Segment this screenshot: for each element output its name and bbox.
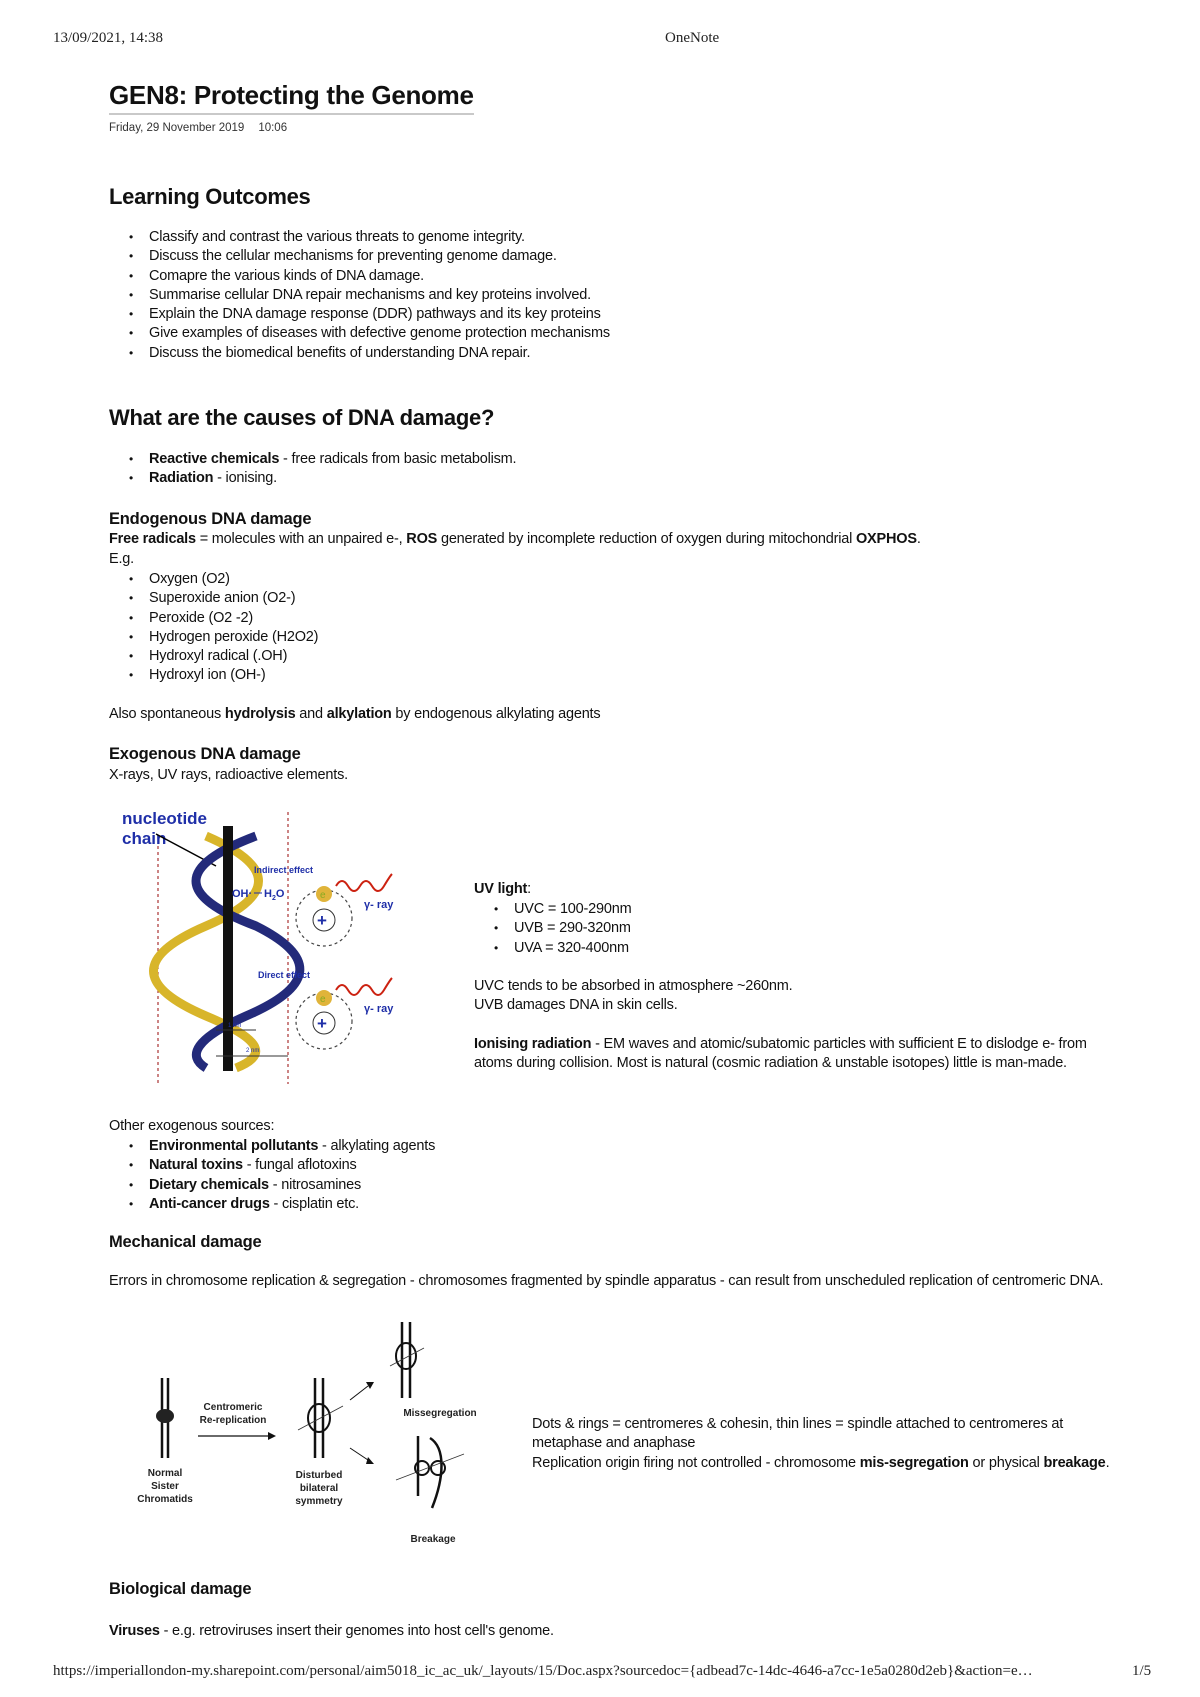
h2o-h: H	[264, 888, 272, 900]
text: - e.g. retroviruses insert their genomes into host cell's genome.	[159, 1623, 554, 1639]
label-disturbed: Disturbed	[295, 1470, 343, 1481]
page-title: GEN8: Protecting the Genome	[109, 80, 474, 115]
label-gamma-1: γ- ray	[364, 899, 394, 911]
label-oh: OH·	[232, 888, 253, 900]
uvb-note: UVB damages DNA in skin cells.	[474, 997, 678, 1013]
page-time: 10:06	[258, 122, 288, 134]
label-direct: Direct effect	[258, 970, 311, 980]
term: Dietary chemicals	[149, 1176, 269, 1193]
cohesin-ring	[396, 1343, 416, 1369]
arrow-head	[366, 1382, 374, 1389]
spindle-line	[298, 1406, 343, 1430]
list-item: • Explain the DNA damage response (DDR) pathways and its key proteins	[129, 305, 610, 324]
list-item	[129, 1156, 435, 1175]
arrow-head	[366, 1457, 374, 1464]
label-breakage: Breakage	[410, 1534, 456, 1545]
centromere	[156, 1409, 174, 1423]
term: UV light	[474, 881, 528, 897]
item-text: - ionising.	[213, 470, 277, 487]
term: OXPHOS	[855, 531, 917, 547]
label-rereplication: Re-replication	[199, 1415, 267, 1426]
plus-icon: +	[317, 1014, 327, 1033]
item-text: - nitrosamines	[268, 1176, 362, 1193]
label-bilateral: bilateral	[299, 1483, 339, 1494]
text: or physical	[968, 1455, 1044, 1471]
uv-list	[494, 900, 632, 958]
list-item	[129, 1176, 435, 1195]
print-datetime: 13/09/2021, 14:38	[53, 30, 164, 46]
term: Environmental pollutants	[149, 1138, 319, 1154]
text: Also spontaneous	[109, 706, 225, 722]
scale-label-2: 2 nm	[246, 1048, 260, 1054]
text: :	[527, 881, 532, 897]
text: .	[916, 531, 921, 547]
scale-label-1: 1 nm	[228, 1023, 242, 1029]
label-chain: chain	[122, 829, 167, 848]
label-gamma-2: γ- ray	[364, 1003, 394, 1015]
label-nucleotide: nucleotide	[122, 809, 208, 828]
list-item: • Superoxide anion (O2-)	[129, 589, 318, 608]
list-item: • UVB = 290-320nm	[494, 919, 632, 938]
learning-outcomes-heading: Learning Outcomes	[109, 184, 311, 209]
term: Ionising radiation	[474, 1036, 592, 1052]
print-app-name: OneNote	[665, 30, 720, 46]
electron-label: e	[320, 994, 326, 1005]
chromosome-segregation-figure	[128, 1318, 498, 1548]
term: alkylation	[326, 706, 392, 722]
ionising-text	[474, 1035, 1114, 1074]
term: Radiation	[149, 470, 214, 487]
mechanical-text: Errors in chromosome replication & segregation - chromosomes fragmented by spindle apparatus - can result from unscheduled replication of centromeric DNA.	[109, 1273, 1104, 1289]
page-date-line	[109, 122, 301, 134]
endogenous-heading: Endogenous DNA damage	[109, 510, 312, 528]
label-chromatids: Chromatids	[137, 1494, 193, 1505]
free-radicals-list	[129, 570, 318, 686]
term: breakage	[1043, 1455, 1106, 1471]
eg-label: E.g.	[109, 551, 134, 567]
label-missegregation: Missegregation	[403, 1408, 477, 1419]
text: by endogenous alkylating agents	[391, 706, 601, 722]
list-item: • UVA = 320-400nm	[494, 939, 632, 958]
text: and	[295, 706, 327, 722]
other-sources-intro: Other exogenous sources:	[109, 1118, 275, 1134]
gamma-wave	[336, 874, 392, 891]
chromatid	[430, 1438, 442, 1508]
term: Anti-cancer drugs	[149, 1195, 270, 1212]
exogenous-intro: X-rays, UV rays, radioactive elements.	[109, 767, 348, 783]
print-url: https://imperiallondon-my.sharepoint.com/personal/aim5018_ic_ac_uk/_layouts/15/Doc.aspx?sourcedoc={adbead7c-14dc-4646-a7cc-1e5a0280d2eb}&action=e…	[53, 1663, 1033, 1679]
gamma-wave	[336, 978, 392, 995]
h2o-sub: 2	[271, 895, 276, 902]
item-text: - cisplatin etc.	[269, 1195, 359, 1212]
cohesin-ring	[308, 1404, 330, 1432]
list-item: • Discuss the biomedical benefits of understanding DNA repair.	[129, 344, 610, 363]
outcome-arrow	[350, 1448, 368, 1460]
exogenous-heading: Exogenous DNA damage	[109, 745, 301, 763]
learning-outcomes-list	[129, 228, 610, 363]
outcome-arrow	[350, 1386, 368, 1400]
mechanical-heading: Mechanical damage	[109, 1233, 262, 1251]
plus-icon: +	[317, 911, 327, 930]
uvc-note: UVC tends to be absorbed in atmosphere ~260nm.	[474, 978, 793, 994]
list-item: • Classify and contrast the various threats to genome integrity.	[129, 228, 610, 247]
term: Reactive chemicals	[149, 451, 280, 467]
biological-heading: Biological damage	[109, 1580, 252, 1598]
list-item: • Summarise cellular DNA repair mechanisms and key proteins involved.	[129, 286, 610, 305]
term: hydrolysis	[224, 706, 296, 722]
causes-list	[129, 450, 516, 489]
label-indirect: Indirect effect	[254, 865, 314, 875]
free-radicals-text	[109, 530, 1109, 549]
list-item: • Hydrogen peroxide (H2O2)	[129, 628, 318, 647]
label-symmetry: symmetry	[295, 1496, 343, 1507]
label-h2o	[264, 888, 285, 902]
term: Viruses	[109, 1623, 160, 1639]
other-sources-list	[129, 1137, 435, 1214]
electron-label: e	[320, 890, 326, 901]
list-item	[129, 1137, 435, 1156]
list-item: • Discuss the cellular mechanisms for preventing genome damage.	[129, 247, 610, 266]
viruses-text	[109, 1622, 554, 1641]
label-centromeric: Centromeric	[203, 1402, 263, 1413]
text: - EM waves and atomic/subatomic particles with sufficient E to dislodge e- from atoms during collision. Most is natural (cosmic radiation & unstable isotopes) little is man-made.	[474, 1036, 1087, 1072]
term: mis-segregation	[859, 1455, 969, 1471]
page-date: Friday, 29 November 2019	[109, 122, 245, 134]
list-item	[129, 469, 516, 488]
list-item: • Peroxide (O2 -2)	[129, 609, 318, 628]
term: Natural toxins	[149, 1157, 243, 1174]
list-item: • UVC = 100-290nm	[494, 900, 632, 919]
spontaneous-text	[109, 705, 600, 724]
centromere-description: Dots & rings = centromeres & cohesin, thin lines = spindle attached to centromeres at metaphase and anaphase	[532, 1416, 1064, 1452]
uv-light-label	[474, 880, 531, 899]
cohesin-ring	[431, 1461, 445, 1475]
label-sister: Sister	[151, 1481, 179, 1492]
label-normal: Normal	[147, 1468, 183, 1479]
item-text: - alkylating agents	[318, 1138, 436, 1154]
list-item: • Give examples of diseases with defective genome protection mechanisms	[129, 324, 610, 343]
h2o-o: O	[275, 888, 285, 900]
item-text: - free radicals from basic metabolism.	[279, 451, 517, 467]
list-item: • Hydroxyl radical (.OH)	[129, 647, 318, 666]
text: = molecules with an unpaired e-,	[195, 531, 407, 547]
page-number: 1/5	[1132, 1663, 1152, 1679]
text: generated by incomplete reduction of oxygen during mitochondrial	[437, 531, 856, 547]
dna-radiation-figure	[116, 806, 426, 1088]
list-item: • Oxygen (O2)	[129, 570, 318, 589]
causes-heading: What are the causes of DNA damage?	[109, 405, 495, 430]
term: ROS	[406, 531, 438, 547]
spindle-line	[396, 1454, 464, 1480]
item-text: - fungal aflotoxins	[242, 1157, 357, 1174]
text: Replication origin firing not controlled - chromosome	[532, 1455, 860, 1471]
list-item	[129, 450, 516, 469]
list-item: • Hydroxyl ion (OH-)	[129, 666, 318, 685]
helix-axis	[223, 826, 233, 1071]
replication-origin-text	[532, 1454, 1132, 1473]
helix-strand-gold	[154, 836, 259, 1068]
list-item: • Comapre the various kinds of DNA damage.	[129, 267, 610, 286]
text: .	[1105, 1455, 1110, 1471]
arrow-head	[268, 1432, 276, 1440]
list-item	[129, 1195, 435, 1214]
term: Free radicals	[109, 531, 196, 547]
